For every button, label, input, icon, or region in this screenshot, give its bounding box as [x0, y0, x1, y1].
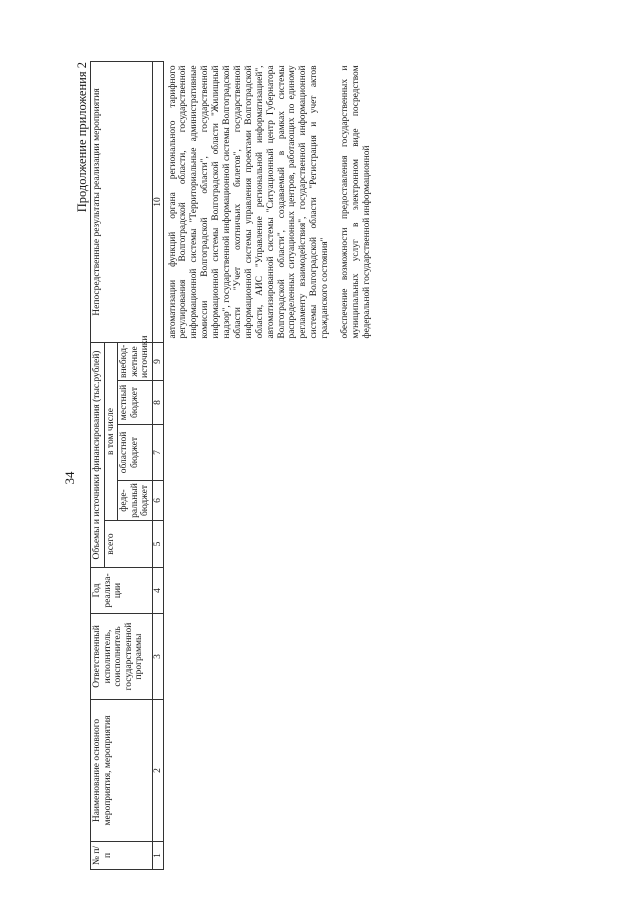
appendix-label: Продолжение приложения 2	[75, 62, 89, 213]
header-results: Непосредственные результаты реализации мероприятия	[91, 61, 153, 342]
col-number: 10	[152, 61, 163, 342]
col-number: 1	[152, 842, 163, 870]
col-number: 2	[152, 700, 163, 842]
header-federal: феде-ральный бюджет	[118, 481, 153, 521]
header-name: Наименование основного мероприятия, мероприятия	[91, 700, 153, 842]
header-row-1	[91, 61, 105, 869]
col-number: 3	[152, 614, 163, 700]
header-including: в том числе	[104, 342, 118, 520]
page-number: 34	[62, 471, 77, 485]
header-extra: внебюд-жетные источники	[118, 342, 153, 380]
header-local: местный бюджет	[118, 381, 153, 425]
header-no: № п/п	[91, 842, 153, 870]
col-number: 8	[152, 381, 163, 425]
rotated-document	[75, 40, 575, 870]
header-volumes: Объемы и источники финансирования (тыс.рублей)	[91, 342, 105, 567]
table-row	[163, 61, 382, 869]
numbering-row	[152, 61, 163, 869]
results-cell	[163, 61, 382, 342]
header-total: всего	[104, 521, 152, 568]
col-number: 4	[152, 568, 163, 614]
col-number: 6	[152, 481, 163, 521]
result-paragraph: обеспечение возможности предоставления государственных и муниципальных услуг в электронном виде посредством федеральной государственной информационной	[340, 65, 372, 339]
col-number: 5	[152, 521, 163, 568]
result-paragraph: автоматизации функций органа регионального тарифного регулирования Волгоградской области, государственной информационной системы "Территориальные административные комиссии Волгоградской области", государственной информационной системы Волгоградской области "Жилищный надзор", государственной информационной системы Волгоградской области "Учет охотничьих билетов", государственной информационной системы управления проектами Волгоградской области, АИС "Управление региональной информатизацией", автоматизированной системы "Ситуационный центр Губернатора Волгоградской области", создаваемый в рамках системы распределенных ситуационных центров, работающих по единому регламенту взаимодействия", государственной информационной системы Волгоградской области "Регистрация и учет актов гражданского состояния"	[167, 65, 331, 339]
header-executor: Ответственный исполнитель, соисполнитель государственной программы	[91, 614, 153, 700]
col-number: 7	[152, 425, 163, 481]
header-year: Год реализа-ции	[91, 568, 153, 614]
program-table	[90, 61, 382, 870]
header-regional: областной бюджет	[118, 425, 153, 481]
col-number: 9	[152, 342, 163, 380]
